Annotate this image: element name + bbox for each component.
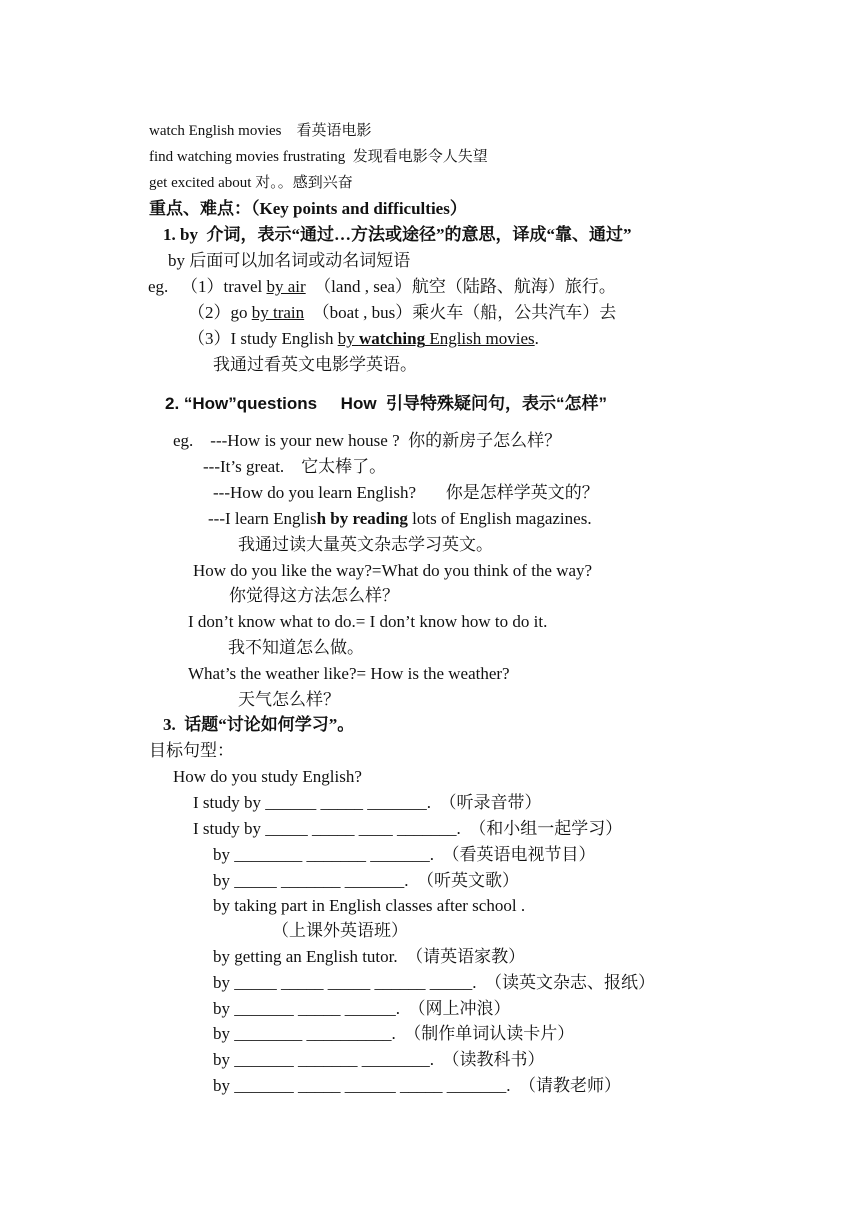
point3-title: 3. 话题“讨论如何学习”。 <box>163 715 355 734</box>
fill-in-line: by taking part in English classes after school . <box>213 896 526 915</box>
fill-in-translation: （上课外英语班） <box>272 921 408 940</box>
fill-in-line: by ________ _______ _______. （看英语电视节目） <box>213 845 596 864</box>
point1-example-1: eg. （1）travel by air （land , sea）航空（陆路、航海）旅行。 <box>148 277 616 296</box>
point1-example-3: （3）I study English by watching English movies. <box>188 329 539 348</box>
fill-in-line: by _______ _______ ________. （读教科书） <box>213 1050 545 1069</box>
expression-line: I don’t know what to do.= I don’t know how to do it. <box>188 612 548 631</box>
dialog-translation: 我通过读大量英文杂志学习英文。 <box>238 535 493 554</box>
target-label: 目标句型： <box>149 741 234 760</box>
fill-in-line: by _____ _______ _______. （听英文歌） <box>213 871 519 890</box>
fill-in-line: by ________ __________. （制作单词认读卡片） <box>213 1024 575 1043</box>
fill-in-line: by _______ _____ ______ _____ _______. （请教老师） <box>213 1076 621 1095</box>
fill-in-line: I study by ______ _____ _______. （听录音带） <box>193 793 542 812</box>
vocab-line: get excited about 对。。感到兴奋 <box>149 175 353 191</box>
expression-line: How do you like the way?=What do you think of the way? <box>193 561 593 580</box>
dialog-line: ---It’s great. 它太棒了。 <box>203 457 387 476</box>
vocab-line: find watching movies frustrating 发现看电影令人失望 <box>149 149 488 165</box>
target-question: How do you study English? <box>173 767 362 786</box>
dialog-line: ---How do you learn English? 你是怎样学英文的？ <box>213 483 599 502</box>
point1-title: 1. by 介词，表示“通过…方法或途径”的意思，译成“靠、通过” <box>163 225 632 244</box>
dialog-line: ---I learn English by reading lots of English magazines. <box>208 509 592 528</box>
point2-title: 2. “How”questions How 引导特殊疑问句，表示“怎样” <box>165 394 608 413</box>
section-heading: 重点、难点：（Key points and difficulties） <box>149 199 467 218</box>
expression-translation: 天气怎么样？ <box>238 690 340 709</box>
expression-translation: 我不知道怎么做。 <box>228 638 364 657</box>
vocab-line: watch English movies 看英语电影 <box>149 123 372 139</box>
point1-example-3-translation: 我通过看英文电影学英语。 <box>213 355 417 374</box>
fill-in-line: I study by _____ _____ ____ _______. （和小组一起学习） <box>193 819 623 838</box>
expression-line: What’s the weather like?= How is the weather? <box>188 664 510 683</box>
fill-in-line: by _____ _____ _____ ______ _____. （读英文杂志、报纸） <box>213 973 655 992</box>
dialog-line: eg. ---How is your new house ? 你的新房子怎么样？ <box>173 431 562 450</box>
point1-note: by 后面可以加名词或动名词短语 <box>168 251 411 270</box>
fill-in-line: by getting an English tutor. （请英语家教） <box>213 947 526 966</box>
fill-in-line: by _______ _____ ______. （网上冲浪） <box>213 999 511 1018</box>
point1-example-2: （2）go by train （boat , bus）乘火车（船，公共汽车）去 <box>188 303 617 322</box>
expression-translation: 你觉得这方法怎么样？ <box>229 586 399 605</box>
